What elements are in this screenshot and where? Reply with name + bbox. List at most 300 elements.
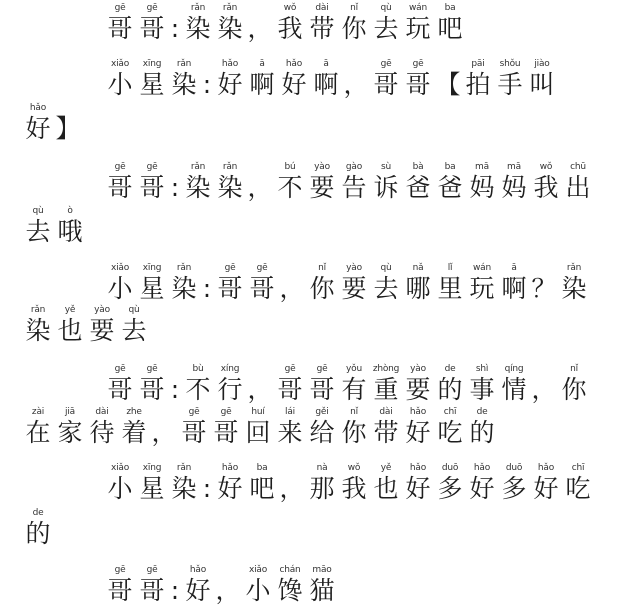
pinyin-annotation: bú xyxy=(284,162,296,172)
character-cell xyxy=(182,364,214,405)
hanzi-character: ， xyxy=(151,418,177,447)
character-cell xyxy=(530,263,558,304)
text-line xyxy=(22,305,150,346)
character-cell xyxy=(434,3,466,44)
pinyin-annotation: ba xyxy=(444,3,456,13)
pinyin-annotation: hǎo xyxy=(537,463,555,473)
hanzi-character: 有 xyxy=(341,375,367,404)
character-cell xyxy=(104,565,136,606)
hanzi-character: 的 xyxy=(469,418,495,447)
character-cell xyxy=(54,206,86,247)
hanzi-character: 染 xyxy=(217,14,243,43)
hanzi-character: 诉 xyxy=(373,173,399,202)
hanzi-character: : xyxy=(170,14,180,43)
character-cell xyxy=(54,407,86,448)
pinyin-annotation: jiā xyxy=(65,407,75,417)
character-cell xyxy=(402,463,434,504)
character-cell xyxy=(274,3,306,44)
pinyin-annotation: gē xyxy=(146,565,158,575)
character-cell xyxy=(306,263,338,304)
character-cell xyxy=(342,59,370,100)
pinyin-annotation: hǎo xyxy=(221,463,239,473)
character-cell xyxy=(274,407,306,448)
hanzi-character: ， xyxy=(343,70,369,99)
hanzi-character: ， xyxy=(247,173,273,202)
hanzi-character: 着 xyxy=(121,418,147,447)
hanzi-character: 哥 xyxy=(139,173,165,202)
character-cell xyxy=(466,263,498,304)
hanzi-character: 也 xyxy=(373,474,399,503)
hanzi-character: 哥 xyxy=(139,14,165,43)
pinyin-annotation: nà xyxy=(316,463,328,473)
pinyin-annotation: wǒ xyxy=(539,162,553,172)
character-cell xyxy=(402,407,434,448)
character-cell xyxy=(498,162,530,203)
character-cell xyxy=(278,263,306,304)
hanzi-character: 好 xyxy=(405,418,431,447)
hanzi-character: 猫 xyxy=(309,576,335,605)
pinyin-annotation: wán xyxy=(409,3,427,13)
character-cell xyxy=(370,463,402,504)
hanzi-character: 吃 xyxy=(437,418,463,447)
hanzi-character: 染 xyxy=(171,474,197,503)
hanzi-character: 【 xyxy=(435,70,461,99)
hanzi-character: 里 xyxy=(437,274,463,303)
hanzi-character: 小 xyxy=(245,576,271,605)
character-cell xyxy=(214,565,242,606)
pinyin-annotation: rǎn xyxy=(566,263,582,273)
pinyin-annotation: zhòng xyxy=(372,364,400,374)
pinyin-annotation: xiǎo xyxy=(248,565,268,575)
pinyin-annotation: gē xyxy=(412,59,424,69)
character-cell xyxy=(136,565,168,606)
hanzi-character: 小 xyxy=(107,274,133,303)
text-line xyxy=(22,103,82,144)
hanzi-character: 啊 xyxy=(501,274,527,303)
pinyin-annotation: huí xyxy=(251,407,265,417)
text-line xyxy=(104,3,466,44)
character-cell xyxy=(136,59,168,100)
character-cell xyxy=(310,59,342,100)
hanzi-character: 】 xyxy=(55,114,81,143)
text-line xyxy=(104,59,558,100)
character-cell xyxy=(530,463,562,504)
hanzi-character: ， xyxy=(531,375,557,404)
character-cell xyxy=(168,463,200,504)
hanzi-character: 告 xyxy=(341,173,367,202)
character-cell xyxy=(434,162,466,203)
character-cell xyxy=(136,3,168,44)
text-line xyxy=(104,565,338,606)
pinyin-annotation: mā xyxy=(507,162,521,172)
hanzi-character: 去 xyxy=(373,274,399,303)
character-cell xyxy=(530,162,562,203)
hanzi-character: 要 xyxy=(341,274,367,303)
hanzi-character: 染 xyxy=(185,14,211,43)
text-line xyxy=(104,162,594,203)
character-cell xyxy=(306,3,338,44)
hanzi-character: 给 xyxy=(309,418,335,447)
hanzi-character: : xyxy=(202,474,212,503)
character-cell xyxy=(200,463,214,504)
pinyin-annotation: nǐ xyxy=(570,364,578,374)
pinyin-annotation: ba xyxy=(256,463,268,473)
pinyin-annotation: gē xyxy=(114,3,126,13)
character-cell xyxy=(118,305,150,346)
pinyin-annotation: ā xyxy=(259,59,265,69)
pinyin-annotation: dài xyxy=(95,407,109,417)
pinyin-annotation: duō xyxy=(441,463,459,473)
character-cell xyxy=(104,162,136,203)
character-cell xyxy=(274,364,306,405)
character-cell xyxy=(86,305,118,346)
character-cell xyxy=(306,463,338,504)
hanzi-character: ， xyxy=(215,576,241,605)
hanzi-character: 星 xyxy=(139,474,165,503)
character-cell xyxy=(562,463,594,504)
pinyin-annotation: rǎn xyxy=(222,3,238,13)
character-cell xyxy=(306,162,338,203)
character-cell xyxy=(168,364,182,405)
pinyin-annotation: rǎn xyxy=(176,463,192,473)
pinyin-annotation: rǎn xyxy=(190,3,206,13)
hanzi-character: 要 xyxy=(89,316,115,345)
hanzi-character: 多 xyxy=(437,474,463,503)
text-line xyxy=(104,263,590,304)
character-cell xyxy=(200,59,214,100)
character-cell xyxy=(214,263,246,304)
pinyin-annotation: gē xyxy=(114,364,126,374)
hanzi-character: 哥 xyxy=(277,375,303,404)
character-cell xyxy=(104,263,136,304)
character-cell xyxy=(136,463,168,504)
pinyin-annotation: xīng xyxy=(142,463,162,473)
character-cell xyxy=(22,508,54,549)
pinyin-annotation: rǎn xyxy=(176,263,192,273)
hanzi-character: : xyxy=(202,274,212,303)
pinyin-annotation: zài xyxy=(31,407,45,417)
pinyin-annotation: qù xyxy=(380,3,392,13)
hanzi-character: 叫 xyxy=(529,70,555,99)
pinyin-annotation: gē xyxy=(256,263,268,273)
pinyin-annotation: yào xyxy=(410,364,426,374)
hanzi-character: 你 xyxy=(561,375,587,404)
character-cell xyxy=(54,103,82,144)
pinyin-annotation: nǎ xyxy=(412,263,424,273)
character-cell xyxy=(22,305,54,346)
pinyin-annotation: de xyxy=(444,364,456,374)
character-cell xyxy=(274,565,306,606)
character-cell xyxy=(246,364,274,405)
pinyin-annotation: xiǎo xyxy=(110,59,130,69)
hanzi-character: 情 xyxy=(501,375,527,404)
character-cell xyxy=(562,162,594,203)
pinyin-annotation: ò xyxy=(67,206,73,216)
character-cell xyxy=(168,263,200,304)
character-cell xyxy=(370,3,402,44)
pinyin-annotation: nǐ xyxy=(318,263,326,273)
hanzi-character: 去 xyxy=(121,316,147,345)
pinyin-annotation: chī xyxy=(571,463,585,473)
pinyin-annotation: yě xyxy=(64,305,76,315)
hanzi-character: : xyxy=(202,70,212,99)
character-cell xyxy=(214,162,246,203)
pinyin-annotation: gē xyxy=(146,3,158,13)
hanzi-character: 哥 xyxy=(139,375,165,404)
hanzi-character: 要 xyxy=(405,375,431,404)
hanzi-character: 重 xyxy=(373,375,399,404)
hanzi-character: 星 xyxy=(139,274,165,303)
pinyin-annotation: xíng xyxy=(220,364,240,374)
hanzi-character: 好 xyxy=(281,70,307,99)
character-cell xyxy=(214,364,246,405)
character-cell xyxy=(434,407,466,448)
pinyin-annotation: yě xyxy=(380,463,392,473)
hanzi-character: 回 xyxy=(245,418,271,447)
character-cell xyxy=(402,162,434,203)
pinyin-annotation: qíng xyxy=(504,364,524,374)
pinyin-annotation: zhe xyxy=(126,407,142,417)
pinyin-annotation: chī xyxy=(443,407,457,417)
character-cell xyxy=(182,565,214,606)
character-cell xyxy=(402,263,434,304)
character-cell xyxy=(200,263,214,304)
character-cell xyxy=(462,59,494,100)
pinyin-annotation: hǎo xyxy=(409,463,427,473)
character-cell xyxy=(210,407,242,448)
hanzi-character: 哥 xyxy=(217,274,243,303)
pinyin-annotation: shǒu xyxy=(499,59,521,69)
character-cell xyxy=(306,364,338,405)
hanzi-character: 不 xyxy=(185,375,211,404)
hanzi-character: 哦 xyxy=(57,217,83,246)
character-cell xyxy=(370,407,402,448)
character-cell xyxy=(338,364,370,405)
pinyin-annotation: xiǎo xyxy=(110,263,130,273)
hanzi-character: 染 xyxy=(25,316,51,345)
pinyin-annotation: gē xyxy=(188,407,200,417)
character-cell xyxy=(338,263,370,304)
hanzi-character: 拍 xyxy=(465,70,491,99)
character-cell xyxy=(466,364,498,405)
character-cell xyxy=(22,206,54,247)
pinyin-annotation: de xyxy=(476,407,488,417)
pinyin-annotation: nǐ xyxy=(350,407,358,417)
hanzi-character: 出 xyxy=(565,173,591,202)
hanzi-character: 待 xyxy=(89,418,115,447)
character-cell xyxy=(118,407,150,448)
hanzi-character: 吧 xyxy=(249,474,275,503)
character-cell xyxy=(182,3,214,44)
pinyin-annotation: qù xyxy=(380,263,392,273)
hanzi-character: 带 xyxy=(373,418,399,447)
hanzi-character: : xyxy=(170,576,180,605)
hanzi-character: 哥 xyxy=(249,274,275,303)
character-cell xyxy=(246,162,274,203)
character-cell xyxy=(370,364,402,405)
pinyin-annotation: qù xyxy=(128,305,140,315)
hanzi-character: : xyxy=(170,173,180,202)
hanzi-character: 妈 xyxy=(469,173,495,202)
hanzi-character: 染 xyxy=(217,173,243,202)
pinyin-annotation: yào xyxy=(314,162,330,172)
pinyin-annotation: gěi xyxy=(315,407,329,417)
character-cell xyxy=(306,565,338,606)
pinyin-annotation: hǎo xyxy=(221,59,239,69)
hanzi-character: 吃 xyxy=(565,474,591,503)
character-cell xyxy=(246,59,278,100)
character-cell xyxy=(86,407,118,448)
hanzi-character: 玩 xyxy=(469,274,495,303)
character-cell xyxy=(402,364,434,405)
pinyin-annotation: dài xyxy=(315,3,329,13)
character-cell xyxy=(402,59,434,100)
pinyin-annotation: dài xyxy=(379,407,393,417)
character-cell xyxy=(466,162,498,203)
character-cell xyxy=(434,463,466,504)
character-cell xyxy=(104,364,136,405)
hanzi-character: 好 xyxy=(185,576,211,605)
character-cell xyxy=(338,463,370,504)
hanzi-character: 哥 xyxy=(309,375,335,404)
pinyin-annotation: gē xyxy=(284,364,296,374)
pinyin-annotation: hǎo xyxy=(409,407,427,417)
character-cell xyxy=(136,263,168,304)
character-cell xyxy=(558,263,590,304)
hanzi-character: 哥 xyxy=(107,14,133,43)
hanzi-character: 在 xyxy=(25,418,51,447)
character-cell xyxy=(214,3,246,44)
hanzi-character: 好 xyxy=(217,70,243,99)
hanzi-character: 家 xyxy=(57,418,83,447)
hanzi-character: ？ xyxy=(531,274,557,303)
hanzi-character: ， xyxy=(247,14,273,43)
hanzi-character: 去 xyxy=(25,217,51,246)
character-cell xyxy=(498,364,530,405)
pinyin-annotation: pāi xyxy=(471,59,485,69)
character-cell xyxy=(178,407,210,448)
hanzi-character: 哥 xyxy=(405,70,431,99)
pinyin-annotation: gē xyxy=(316,364,328,374)
character-cell xyxy=(434,59,462,100)
hanzi-character: 星 xyxy=(139,70,165,99)
pinyin-annotation: lái xyxy=(285,407,295,417)
hanzi-character: 哥 xyxy=(139,576,165,605)
hanzi-character: 哥 xyxy=(107,173,133,202)
text-line xyxy=(22,407,498,448)
pinyin-annotation: xīng xyxy=(142,59,162,69)
character-cell xyxy=(278,59,310,100)
hanzi-character: 也 xyxy=(57,316,83,345)
character-cell xyxy=(370,59,402,100)
character-cell xyxy=(104,463,136,504)
pinyin-annotation: gē xyxy=(114,162,126,172)
hanzi-character: 哥 xyxy=(213,418,239,447)
hanzi-character: ， xyxy=(279,474,305,503)
pinyin-annotation: chū xyxy=(570,162,586,172)
character-cell xyxy=(434,364,466,405)
character-cell xyxy=(530,364,558,405)
pinyin-annotation: lǐ xyxy=(447,263,453,273)
hanzi-character: 哥 xyxy=(107,576,133,605)
character-cell xyxy=(136,364,168,405)
pinyin-annotation: rǎn xyxy=(222,162,238,172)
character-cell xyxy=(338,407,370,448)
hanzi-character: 好 xyxy=(405,474,431,503)
pinyin-annotation: xīng xyxy=(142,263,162,273)
hanzi-character: 我 xyxy=(277,14,303,43)
hanzi-character: 啊 xyxy=(249,70,275,99)
pinyin-annotation: rǎn xyxy=(190,162,206,172)
pinyin-annotation: wán xyxy=(473,263,491,273)
character-cell xyxy=(242,565,274,606)
hanzi-character: 吧 xyxy=(437,14,463,43)
hanzi-character: 去 xyxy=(373,14,399,43)
hanzi-character: 爸 xyxy=(405,173,431,202)
pinyin-annotation: bù xyxy=(192,364,204,374)
pinyin-annotation: jiào xyxy=(534,59,550,69)
pinyin-annotation: gē xyxy=(380,59,392,69)
pinyin-annotation: shì xyxy=(475,364,489,374)
hanzi-character: 染 xyxy=(561,274,587,303)
pinyin-annotation: gē xyxy=(224,263,236,273)
pinyin-annotation: wǒ xyxy=(347,463,361,473)
character-cell xyxy=(338,162,370,203)
hanzi-character: 染 xyxy=(171,70,197,99)
character-cell xyxy=(466,407,498,448)
hanzi-character: 你 xyxy=(309,274,335,303)
pinyin-annotation: hǎo xyxy=(189,565,207,575)
pinyin-annotation: ba xyxy=(444,162,456,172)
hanzi-character: 好 xyxy=(533,474,559,503)
hanzi-character: 行 xyxy=(217,375,243,404)
text-line xyxy=(104,463,594,504)
pinyin-annotation: gē xyxy=(146,162,158,172)
hanzi-character: 馋 xyxy=(277,576,303,605)
character-cell xyxy=(150,407,178,448)
character-cell xyxy=(104,3,136,44)
character-cell xyxy=(498,263,530,304)
character-cell xyxy=(54,305,86,346)
pinyin-annotation: de xyxy=(32,508,44,518)
hanzi-character: 好 xyxy=(217,474,243,503)
hanzi-character: 啊 xyxy=(313,70,339,99)
hanzi-character: 我 xyxy=(341,474,367,503)
character-cell xyxy=(246,263,278,304)
pinyin-annotation: bà xyxy=(412,162,424,172)
character-cell xyxy=(306,407,338,448)
character-cell xyxy=(370,263,402,304)
hanzi-character: 不 xyxy=(277,173,303,202)
hanzi-character: 我 xyxy=(533,173,559,202)
pinyin-annotation: ā xyxy=(323,59,329,69)
pinyin-annotation: rǎn xyxy=(176,59,192,69)
character-cell xyxy=(494,59,526,100)
pinyin-annotation: hǎo xyxy=(285,59,303,69)
pinyin-annotation: duō xyxy=(505,463,523,473)
character-cell xyxy=(498,463,530,504)
character-cell xyxy=(278,463,306,504)
character-cell xyxy=(338,3,370,44)
pinyin-annotation: xiǎo xyxy=(110,463,130,473)
hanzi-character: 多 xyxy=(501,474,527,503)
hanzi-character: : xyxy=(170,375,180,404)
pinyin-annotation: ā xyxy=(511,263,517,273)
character-cell xyxy=(22,407,54,448)
text-line xyxy=(22,206,86,247)
pinyin-annotation: chán xyxy=(279,565,301,575)
character-cell xyxy=(214,463,246,504)
